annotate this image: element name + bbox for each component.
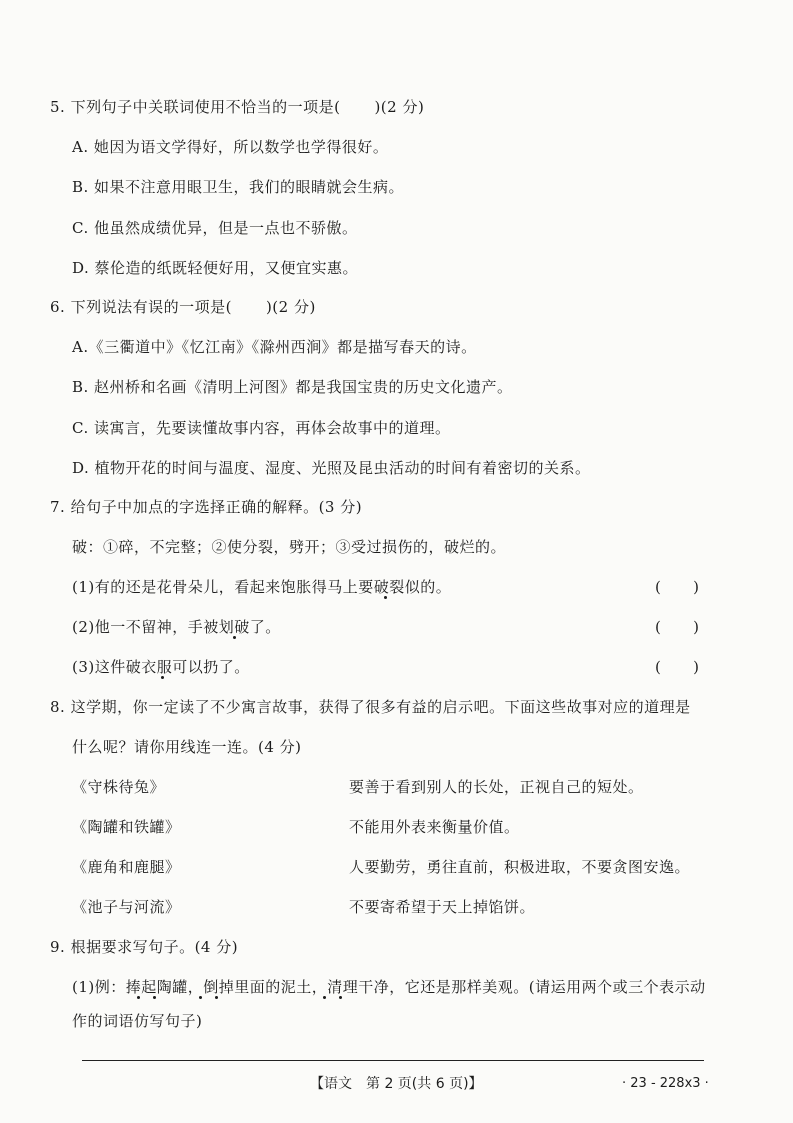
emphasis-dot: [137, 996, 140, 999]
emphasis-dot: [153, 996, 156, 999]
question-6-score: )(2 分): [265, 298, 316, 316]
emphasis-dot: [384, 596, 387, 599]
emphasis-dot: [339, 996, 342, 999]
emphasis-dot: [199, 996, 202, 999]
emphasis-dot: [323, 996, 326, 999]
question-9-instruction-cont: 作的词语仿写句子): [72, 1012, 203, 1030]
emphasis-dot: [233, 636, 236, 639]
story-moral[interactable]: 不能用外表来衡量价值。: [349, 818, 520, 836]
story-moral[interactable]: 人要勤劳，勇往直前，积极进取，不要贪图安逸。: [349, 858, 691, 876]
page-number: 【语文 第 2 页(共 6 页)】: [310, 1076, 483, 1092]
exam-code: · 23 - 228x3 ·: [622, 1076, 709, 1091]
paren-close: ): [693, 658, 699, 676]
question-6-stem-text: 6. 下列说法有误的一项是(: [50, 298, 232, 316]
footer-divider: [82, 1060, 704, 1061]
story-moral[interactable]: 不要寄希望于天上掉馅饼。: [349, 898, 536, 916]
question-9-example: (1)例：捧起陶罐，倒掉里面的泥土，清理干净，它还是那样美观。(请运用两个或三个表示动: [72, 978, 706, 996]
question-6-option-a: A.《三衢道中》《忆江南》《滁州西涧》都是描写春天的诗。: [72, 338, 477, 356]
question-5-stem: [50, 97, 424, 117]
question-7-sentence-2: (2)他一不留神，手被划破了。: [72, 618, 281, 636]
emphasis-dot: [215, 996, 218, 999]
question-5-stem-text: 5. 下列句子中关联词使用不恰当的一项是(: [50, 98, 341, 116]
story-title[interactable]: 《守株待兔》: [72, 778, 166, 796]
question-5-option-c: C. 他虽然成绩优异，但是一点也不骄傲。: [72, 219, 358, 237]
question-8-stem-line-1: 8. 这学期，你一定读了不少寓言故事，获得了很多有益的启示吧。下面这些故事对应的道理是: [50, 698, 691, 716]
question-7-definitions: 破：①碎，不完整；②使分裂，劈开；③受过损伤的，破烂的。: [72, 538, 507, 556]
paren-close: ): [693, 618, 699, 636]
question-5-option-d: D. 蔡伦造的纸既轻便好用，又便宜实惠。: [72, 259, 359, 277]
story-title[interactable]: 《陶罐和铁罐》: [72, 818, 181, 836]
question-6-stem: [50, 297, 316, 317]
question-6-option-d: D. 植物开花的时间与温度、湿度、光照及昆虫活动的时间有着密切的关系。: [72, 459, 591, 477]
paren-open: (: [655, 618, 661, 636]
question-5-score: )(2 分): [374, 98, 425, 116]
question-7-stem: 7. 给句子中加点的字选择正确的解释。(3 分): [50, 498, 363, 516]
question-7-sentence-3: (3)这件破衣服可以扔了。: [72, 658, 250, 676]
question-5-option-a: A. 她因为语文学得好，所以数学也学得很好。: [72, 138, 389, 156]
story-title[interactable]: 《鹿角和鹿腿》: [72, 858, 181, 876]
question-5-option-b: B. 如果不注意用眼卫生，我们的眼睛就会生病。: [72, 178, 405, 196]
paren-close: ): [693, 578, 699, 596]
paren-open: (: [655, 578, 661, 596]
emphasis-dot: [161, 676, 164, 679]
answer-blank[interactable]: [655, 657, 699, 677]
question-7-sentence-1: (1)有的还是花骨朵儿，看起来饱胀得马上要破裂似的。: [72, 578, 452, 596]
question-6-option-b: B. 赵州桥和名画《清明上河图》都是我国宝贵的历史文化遗产。: [72, 378, 513, 396]
question-8-stem-line-2: 什么呢？请你用线连一连。(4 分): [72, 738, 302, 756]
question-9-stem: 9. 根据要求写句子。(4 分): [50, 938, 239, 956]
paren-open: (: [655, 658, 661, 676]
answer-blank[interactable]: [655, 577, 699, 597]
story-moral[interactable]: 要善于看到别人的长处，正视自己的短处。: [349, 778, 644, 796]
answer-blank[interactable]: [655, 617, 699, 637]
story-title[interactable]: 《池子与河流》: [72, 898, 181, 916]
question-6-option-c: C. 读寓言，先要读懂故事内容，再体会故事中的道理。: [72, 419, 451, 437]
